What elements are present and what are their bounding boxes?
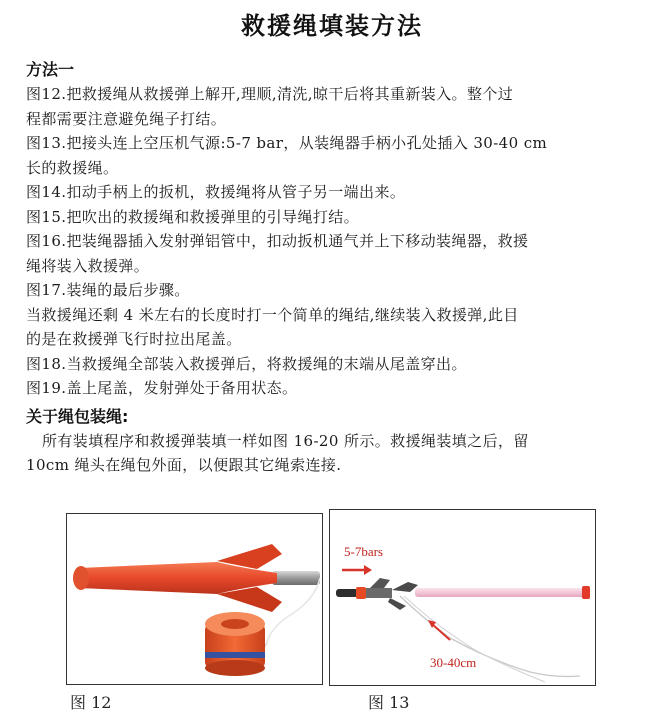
figure-12-caption: 图 12 <box>70 693 112 712</box>
text-line: 绳将装入救援弹。 <box>26 256 150 275</box>
loader-tube <box>415 588 585 597</box>
rope <box>400 596 580 677</box>
method1-text <box>26 82 638 401</box>
text-line: 图12.把救援绳从救援弹上解开,理顺,清洗,晾干后将其重新装入。整个过 <box>26 85 514 103</box>
text-line: 当救援绳还剩 4 米左右的长度时打一个简单的绳结,继续装入救援弹,此目 <box>26 305 519 324</box>
rope <box>267 578 320 642</box>
launcher-tube <box>272 571 320 585</box>
figure-12-photo <box>66 513 323 685</box>
rope-pack-heading: 关于绳包装绳: <box>26 406 129 426</box>
figure-13-caption: 图 13 <box>368 693 410 712</box>
text-line: 图19.盖上尾盖，发射弹处于备用状态。 <box>26 379 298 397</box>
text-line: 的是在救援弹飞行时拉出尾盖。 <box>26 330 242 348</box>
text-line: 程都需要注意避免绳子打结。 <box>26 109 227 128</box>
text-line: 10cm 绳头在绳包外面，以便跟其它绳索连接. <box>26 456 342 474</box>
text-line: 图16.把装绳器插入发射弹铝管中，扣动扳机通气并上下移动装绳器，救援 <box>26 232 529 250</box>
document-body <box>26 58 638 478</box>
method1-heading: 方法一 <box>26 60 75 79</box>
text-line: 图18.当救援绳全部装入救援弹后，将救援绳的末端从尾盖穿出。 <box>26 354 467 373</box>
page-title: 救援绳填装方法 <box>241 12 423 40</box>
text-line: 所有装填程序和救援弹装填一样如图 16-20 所示。救援绳装填之后，留 <box>42 431 529 450</box>
figure-13-photo <box>329 509 596 686</box>
rope-bag <box>205 612 265 676</box>
text-line: 长的救援绳。 <box>26 158 119 177</box>
length-label: 30-40cm <box>430 655 477 670</box>
rope-pack-text <box>26 429 638 478</box>
text-line: 图14.扣动手柄上的扳机，救援绳将从管子另一端出来。 <box>26 183 406 201</box>
text-line: 图17.装绳的最后步骤。 <box>26 281 190 299</box>
text-line: 图15.把吹出的救援绳和救援弹里的引导绳打结。 <box>26 207 360 226</box>
text-line: 图13.把接头连上空压机气源:5-7 bar，从装绳器手柄小孔处插入 30-40 cm <box>26 134 548 152</box>
pressure-label: 5-7bars <box>344 544 383 559</box>
